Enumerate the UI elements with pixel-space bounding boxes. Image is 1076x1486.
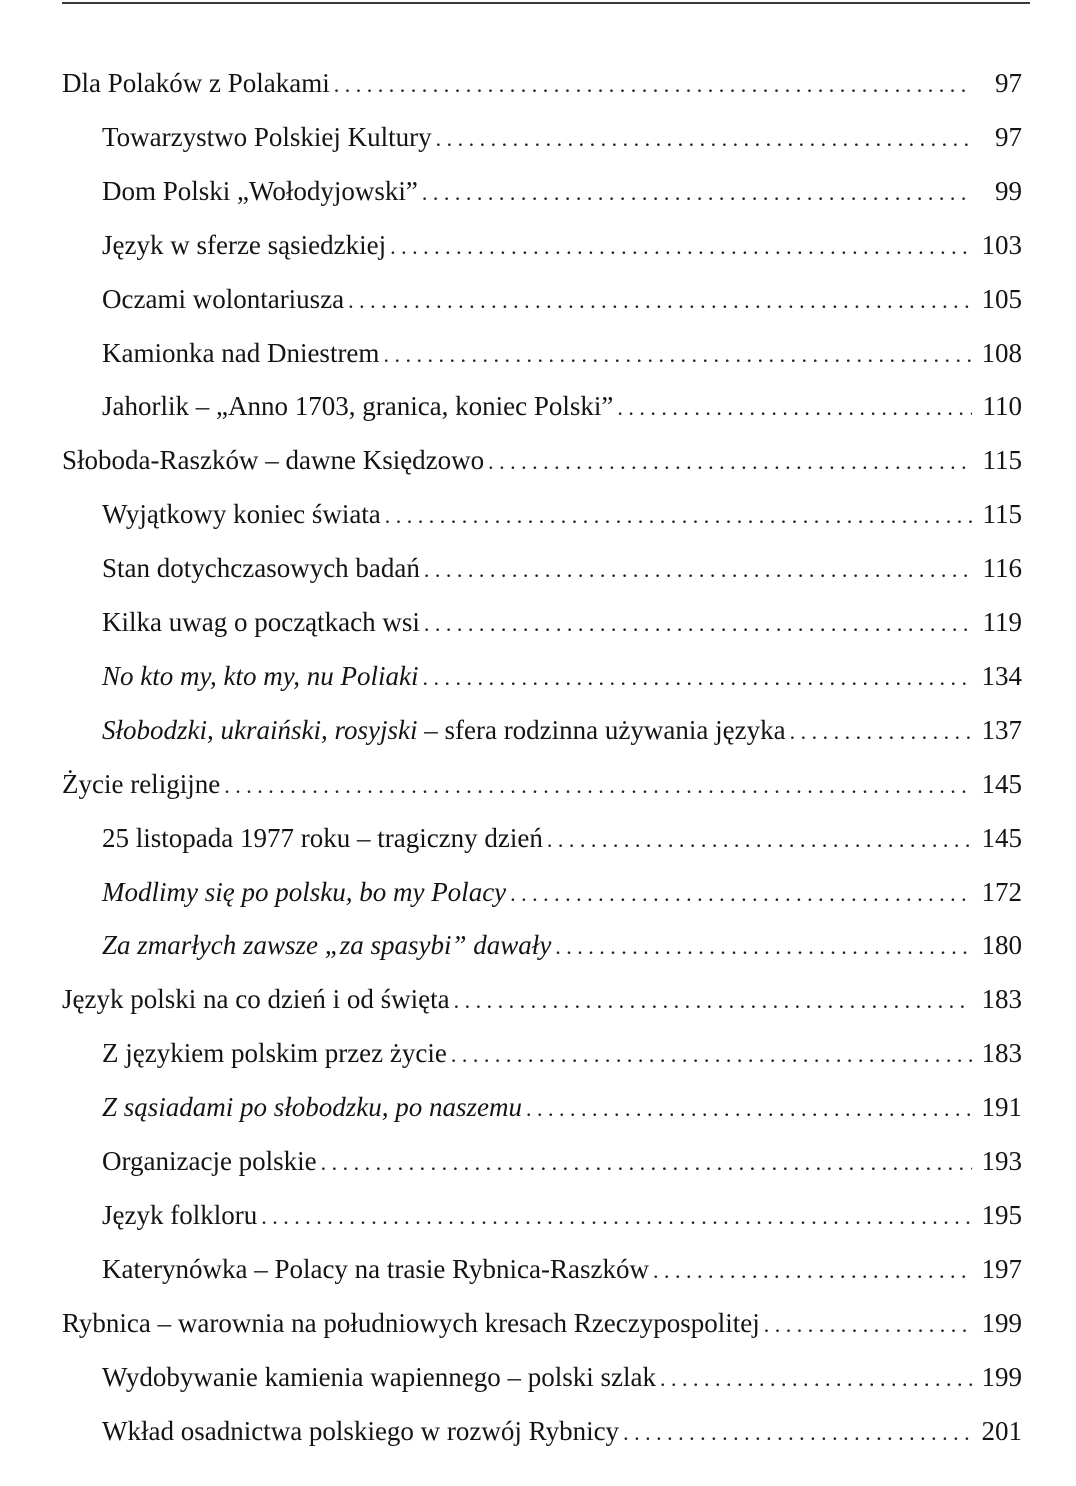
dot-leader	[422, 166, 972, 220]
dot-leader	[383, 328, 972, 382]
toc-section-entry	[0, 487, 1076, 541]
entry-title	[102, 1350, 656, 1404]
entry-title-part: Dla Polaków z Polakami	[62, 68, 330, 98]
dot-leader	[348, 274, 972, 328]
toc-section-entry	[0, 865, 1076, 919]
dot-leader	[451, 1028, 972, 1082]
dot-leader	[617, 381, 972, 435]
dot-leader	[488, 435, 972, 489]
page-number: 119	[982, 607, 1022, 637]
entry-title-part: Kilka uwag o początkach wsi	[102, 607, 420, 637]
dot-leader	[390, 220, 972, 274]
toc-section-entry	[0, 1242, 1076, 1296]
entry-title-part: No kto my, kto my, nu Poliaki	[102, 660, 419, 691]
toc-chapter-entry	[0, 1296, 1076, 1350]
toc-section-entry	[0, 541, 1076, 595]
entry-title-part: – sfera rodzinna używania języka	[417, 714, 786, 745]
page-number: 97	[995, 121, 1022, 152]
entry-title-part: Język polski na co dzień i od święta	[62, 984, 450, 1015]
entry-title-part: Wyjątkowy koniec świata	[102, 499, 381, 530]
entry-title-part: Słoboda-Raszków – dawne Księdzowo	[62, 445, 485, 476]
page-number: 183	[981, 984, 1022, 1015]
entry-title	[102, 379, 613, 433]
page-number: 183	[981, 1038, 1022, 1069]
entry-title	[102, 326, 379, 380]
toc-section-entry	[0, 703, 1076, 757]
page-number: 97	[995, 68, 1022, 98]
entry-title	[102, 272, 344, 326]
toc-chapter-entry	[0, 972, 1076, 1026]
entry-title	[102, 218, 386, 272]
page-number: 195	[981, 1199, 1022, 1230]
toc-section-entry	[0, 1080, 1076, 1134]
dot-leader	[424, 543, 972, 597]
toc-chapter-entry	[0, 56, 1076, 110]
toc-section-entry	[0, 595, 1076, 649]
page-number: 137	[981, 714, 1022, 745]
entry-title-part: Z językiem polskim przez życie	[102, 1038, 447, 1069]
dot-leader	[790, 705, 972, 759]
entry-title	[102, 811, 543, 865]
page-number: 145	[981, 822, 1022, 853]
dot-leader	[454, 974, 972, 1028]
entry-title-part: Wkład osadnictwa polskiego w rozwój Rybnicy	[102, 1415, 620, 1446]
toc-section-entry	[0, 649, 1076, 703]
entry-title	[102, 649, 418, 703]
page-number: 145	[981, 768, 1022, 799]
entry-title-part: Wydobywanie kamienia wapiennego – polski szlak	[102, 1361, 656, 1392]
toc-section-entry	[0, 164, 1076, 218]
entry-title	[62, 757, 220, 811]
dot-leader	[660, 1352, 972, 1406]
page-number: 172	[981, 876, 1022, 907]
page-number: 110	[982, 391, 1022, 422]
toc-section-entry	[0, 1026, 1076, 1080]
page-number: 115	[982, 499, 1022, 530]
dot-leader	[261, 1190, 972, 1244]
entry-title	[102, 918, 551, 972]
toc-section-entry	[0, 379, 1076, 433]
entry-title	[102, 1242, 649, 1296]
dot-leader	[510, 867, 972, 921]
entry-title	[102, 595, 420, 649]
toc-section-entry	[0, 1134, 1076, 1188]
entry-title	[102, 703, 786, 757]
entry-title-part: Za zmarłych zawsze „za spasybi” dawały	[102, 930, 552, 961]
entry-title-part: Stan dotychczasowych badań	[102, 553, 420, 584]
page-number: 197	[981, 1253, 1022, 1284]
toc-section-entry	[0, 1188, 1076, 1242]
dot-leader	[653, 1244, 972, 1298]
entry-title-part: Katerynówka – Polacy na trasie Rybnica-Raszków	[102, 1253, 650, 1284]
page-number: 103	[981, 229, 1022, 260]
toc-section-entry	[0, 218, 1076, 272]
page-number: 191	[981, 1092, 1022, 1123]
page-number: 115	[982, 445, 1022, 476]
entry-title-part: Oczami wolontariusza	[102, 283, 345, 314]
entry-title-part: Jahorlik – „Anno 1703, granica, koniec Polski”	[102, 391, 614, 422]
entry-title-part: Życie religijne	[62, 768, 221, 799]
page-number: 201	[981, 1415, 1022, 1446]
page-number: 180	[981, 930, 1022, 961]
top-rule	[62, 2, 1030, 4]
dot-leader	[321, 1136, 972, 1190]
entry-title-part: Z sąsiadami po słobodzku, po naszemu	[102, 1092, 523, 1123]
page-number: 134	[981, 660, 1022, 691]
dot-leader	[334, 58, 972, 112]
entry-title	[102, 1188, 257, 1242]
entry-title	[62, 972, 450, 1026]
entry-title-part: Modlimy się po polsku, bo my Polacy	[102, 876, 507, 907]
page-number: 116	[982, 553, 1022, 584]
entry-title	[102, 1134, 317, 1188]
entry-title	[102, 110, 432, 164]
toc-chapter-entry	[0, 433, 1076, 487]
dot-leader	[764, 1298, 972, 1352]
toc-section-entry	[0, 110, 1076, 164]
page-number: 108	[981, 337, 1022, 368]
toc-section-entry	[0, 811, 1076, 865]
page-number: 105	[981, 283, 1022, 314]
entry-title	[102, 865, 506, 919]
entry-title-part: Rybnica – warownia na południowych kresach Rzeczypospolitej	[62, 1307, 760, 1338]
dot-leader	[526, 1082, 972, 1136]
page-number: 193	[981, 1146, 1022, 1176]
dot-leader	[436, 112, 972, 166]
entry-title-part: Słobodzki, ukraiński, rosyjski	[102, 714, 418, 745]
toc-section-entry	[0, 272, 1076, 326]
entry-title	[62, 1296, 760, 1350]
dot-leader	[385, 489, 972, 543]
entry-title	[102, 164, 418, 218]
page-number: 199	[981, 1307, 1022, 1338]
entry-title-part: Organizacje polskie	[102, 1146, 317, 1176]
entry-title	[102, 1026, 447, 1080]
entry-title	[62, 433, 484, 487]
dot-leader	[623, 1406, 972, 1460]
dot-leader	[422, 651, 972, 705]
entry-title-part: Dom Polski „Wołodyjowski”	[102, 175, 418, 206]
page-number: 199	[981, 1361, 1022, 1392]
entry-title	[62, 56, 330, 110]
dot-leader	[424, 597, 972, 651]
toc-chapter-entry	[0, 757, 1076, 811]
toc-section-entry	[0, 1404, 1076, 1458]
toc-section-entry	[0, 326, 1076, 380]
entry-title	[102, 1404, 619, 1458]
entry-title	[102, 487, 381, 541]
entry-title-part: Język folkloru	[102, 1199, 258, 1230]
entry-title	[102, 1080, 522, 1134]
dot-leader	[555, 920, 972, 974]
entry-title	[102, 541, 420, 595]
entry-title-part: Towarzystwo Polskiej Kultury	[102, 121, 432, 152]
entry-title-part: Język w sferze sąsiedzkiej	[102, 229, 387, 260]
dot-leader	[224, 759, 972, 813]
entry-title-part: 25 listopada 1977 roku – tragiczny dzień	[102, 822, 543, 853]
page-number: 99	[995, 175, 1022, 206]
entry-title-part: Kamionka nad Dniestrem	[102, 337, 380, 368]
toc-section-entry	[0, 1350, 1076, 1404]
dot-leader	[547, 813, 972, 867]
toc-section-entry	[0, 918, 1076, 972]
